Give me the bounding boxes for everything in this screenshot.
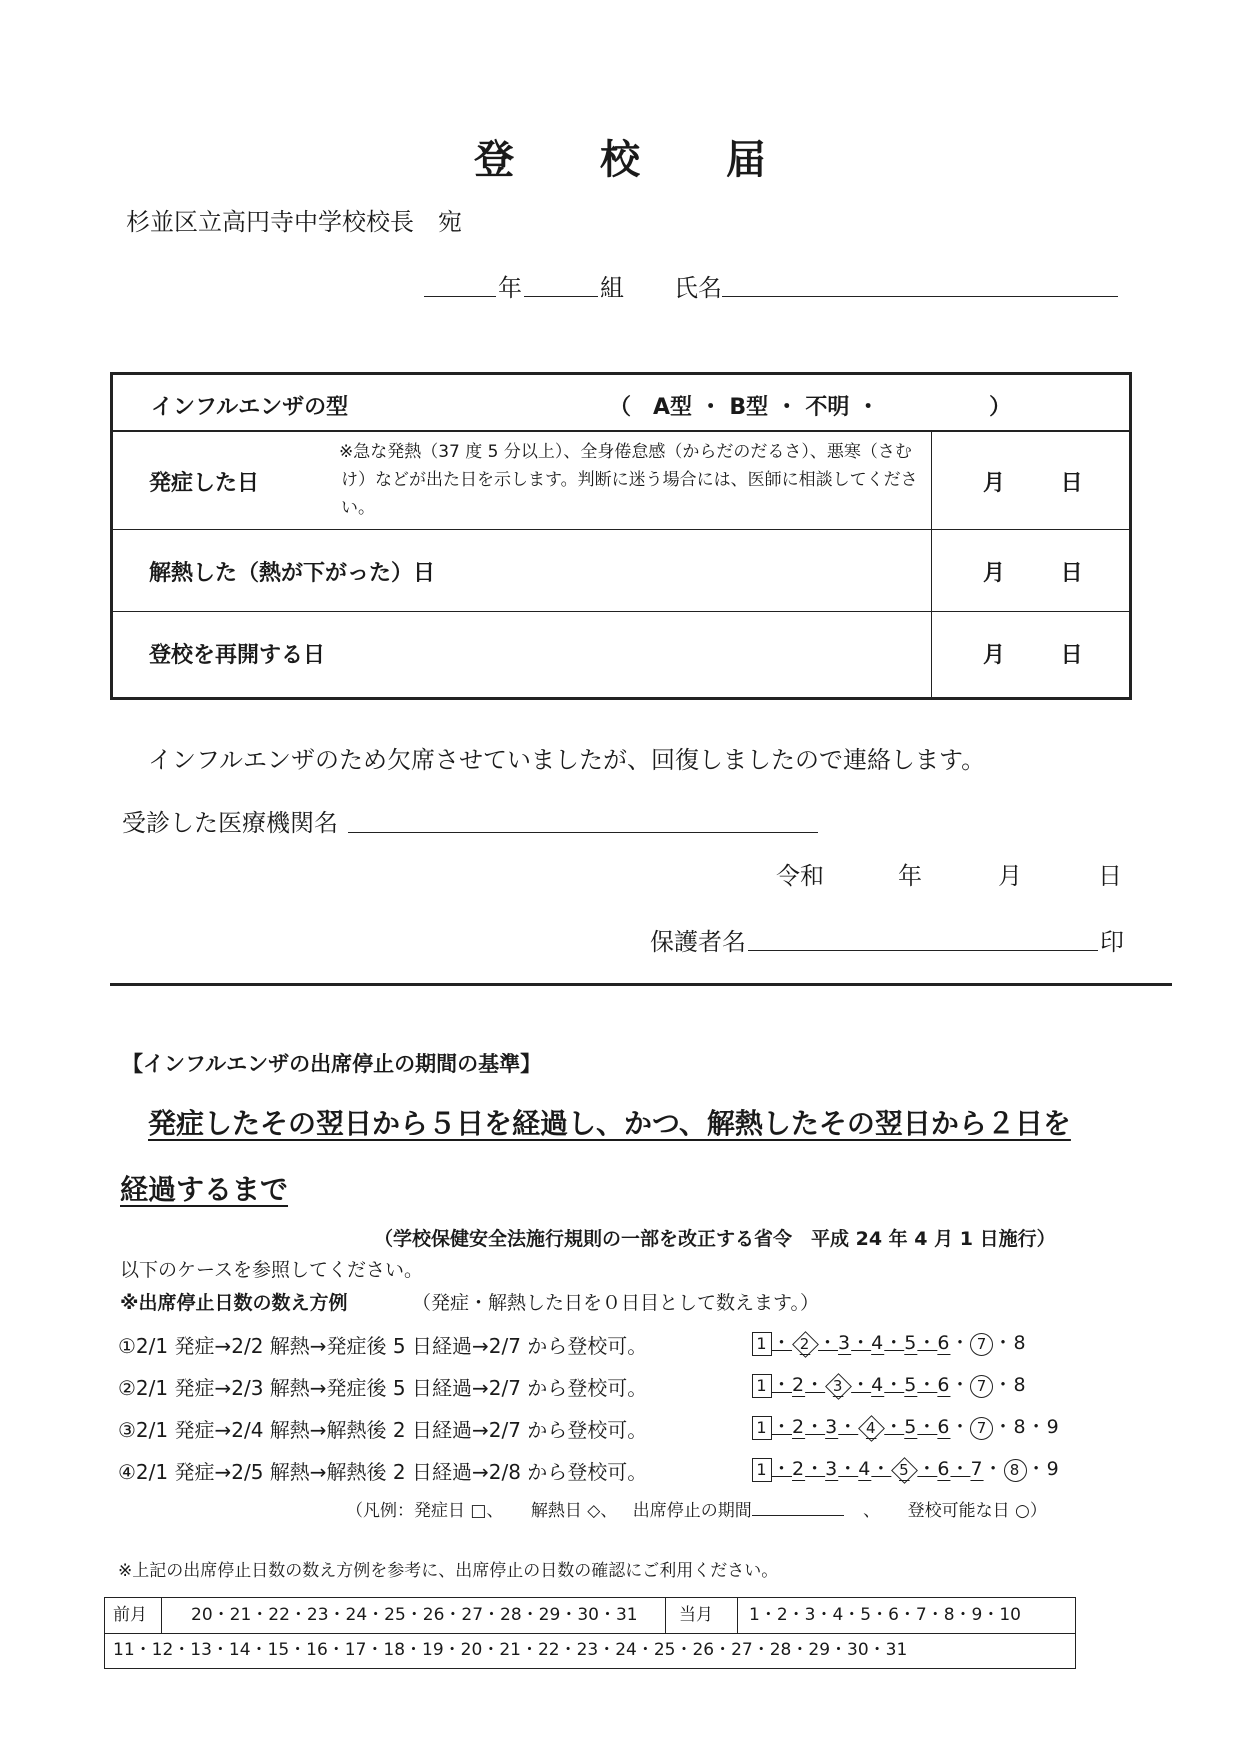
rule-line-1: 発症したその翌日から５日を経過し、かつ、解熱したその翌日から２日を	[148, 1107, 1071, 1140]
seq-dot: ・	[993, 1416, 1014, 1438]
recovery-statement: インフルエンザのため欠席させていましたが、回復しましたので連絡します。	[148, 746, 986, 774]
seq-day: 4	[858, 1458, 872, 1480]
legend-sep: 、	[863, 1501, 881, 1521]
fever-down-day-diamond: 2	[792, 1331, 818, 1357]
seq-dot: ・	[884, 1416, 905, 1438]
date-day-label[interactable]: 日	[1098, 862, 1122, 890]
seq-dot: ・	[772, 1374, 793, 1396]
seq-dot: ・	[917, 1416, 938, 1438]
legend-fever-mark: ◇、	[587, 1501, 618, 1521]
guardian-field[interactable]	[748, 950, 1098, 951]
seq-dot: ・	[1026, 1416, 1047, 1438]
influenza-form-table	[110, 372, 1132, 700]
seq-day: 6	[937, 1374, 951, 1396]
legend-open: （凡例：	[346, 1501, 414, 1521]
seq-day: 3	[825, 1416, 839, 1438]
fever-down-row	[113, 530, 1129, 612]
legend-ok: 登校可能な日	[907, 1501, 1010, 1521]
onset-day-box: 1	[752, 1374, 772, 1398]
table-divider	[931, 432, 932, 697]
seq-day: 8	[1013, 1374, 1027, 1396]
guardian-label: 保護者名	[650, 928, 746, 956]
type-options[interactable]: （ A型 ・ B型 ・ 不明 ・ ）	[609, 395, 1012, 420]
prev-month-days[interactable]: 20・21・22・23・24・25・26・27・28・29・30・31	[191, 1605, 638, 1625]
seq-day: 3	[825, 1458, 839, 1480]
calendar-note: ※上記の出席停止日数の数え方例を参考に、出席停止の日数の確認にご利用ください。	[118, 1561, 779, 1581]
seq-dot: ・	[851, 1374, 872, 1396]
seq-dot: ・	[772, 1416, 793, 1438]
current-month-days-2[interactable]: 11・12・13・14・15・16・17・18・19・20・21・22・23・24・25・26・27・28・29・30・31	[113, 1640, 908, 1660]
seq-day: 4	[871, 1332, 885, 1354]
legend-period-line	[752, 1515, 844, 1516]
page-title: 登 校 届	[474, 137, 802, 183]
seq-day: 5	[904, 1374, 918, 1396]
seq-dot: ・	[851, 1332, 872, 1354]
name-field[interactable]	[722, 296, 1118, 297]
seq-dot: ・	[993, 1332, 1014, 1354]
seq-dot: ・	[993, 1374, 1014, 1396]
refer-text: 以下のケースを参照してください。	[120, 1259, 424, 1281]
return-row	[113, 612, 1129, 700]
legend-ok-mark: ○）	[1014, 1501, 1047, 1521]
seq-dot: ・	[818, 1332, 839, 1354]
legend	[346, 1496, 1047, 1521]
criteria-heading: 【インフルエンザの出席停止の期間の基準】	[122, 1052, 542, 1076]
seq-dot: ・	[805, 1374, 826, 1396]
case-2-sequence	[752, 1370, 1027, 1399]
onset-label: 発症した日	[149, 471, 260, 496]
year-field[interactable]	[424, 296, 496, 297]
seq-day: 6	[937, 1332, 951, 1354]
cal-divider-2	[665, 1598, 666, 1633]
seq-day: 8	[1013, 1416, 1027, 1438]
clinic-field[interactable]	[348, 832, 818, 833]
seq-dot: ・	[838, 1458, 859, 1480]
clinic-label: 受診した医療機関名	[122, 809, 338, 837]
return-day-circle: 7	[970, 1375, 993, 1398]
legend-period: 出席停止の期間	[632, 1501, 752, 1521]
date-year-label[interactable]: 年	[898, 862, 922, 890]
case-1-text: ①2/1 発症→2/2 解熱→発症後 5 日経過→2/7 から登校可。	[118, 1334, 648, 1358]
type-row	[113, 375, 1129, 432]
seq-day: 5	[904, 1332, 918, 1354]
era-label: 令和	[776, 862, 824, 890]
seq-day: 5	[904, 1416, 918, 1438]
seq-dot: ・	[772, 1458, 793, 1480]
name-label: 氏名	[674, 274, 722, 302]
law-note: （学校保健安全法施行規則の一部を改正する省令 平成 24 年 4 月 1 日施行）	[374, 1228, 1056, 1250]
cal-divider-3	[737, 1598, 738, 1633]
seq-dot: ・	[917, 1374, 938, 1396]
seq-day: 2	[792, 1416, 806, 1438]
seq-day: 6	[937, 1416, 951, 1438]
case-4-sequence	[752, 1454, 1060, 1483]
seq-day: 9	[1046, 1458, 1060, 1480]
current-month-days-1[interactable]: 1・2・3・4・5・6・7・8・9・10	[749, 1605, 1021, 1625]
type-label: インフルエンザの型	[151, 395, 349, 420]
fever-down-day-diamond: 5	[891, 1457, 917, 1483]
seq-day: 3	[838, 1332, 852, 1354]
calendar-row-2	[105, 1633, 1075, 1668]
onset-day-box: 1	[752, 1416, 772, 1440]
seq-day: 9	[1046, 1416, 1060, 1438]
seq-day: 8	[1013, 1332, 1027, 1354]
seq-day: 6	[937, 1458, 951, 1480]
onset-day-box: 1	[752, 1332, 772, 1356]
seq-day: 4	[871, 1374, 885, 1396]
return-date-field[interactable]: 月 日	[983, 643, 1083, 668]
return-day-circle: 8	[1004, 1459, 1027, 1482]
seq-day: 7	[970, 1458, 984, 1480]
prev-month-label: 前月	[113, 1605, 147, 1625]
seq-dot: ・	[917, 1458, 938, 1480]
legend-onset: 発症日	[414, 1501, 465, 1521]
fever-down-date-field[interactable]: 月 日	[983, 561, 1083, 586]
return-day-circle: 7	[970, 1333, 993, 1356]
case-3-sequence	[752, 1412, 1060, 1441]
year-label: 年	[498, 274, 522, 302]
case-2-text: ②2/1 発症→2/3 解熱→発症後 5 日経過→2/7 から登校可。	[118, 1376, 648, 1400]
case-4-text: ④2/1 発症→2/5 解熱→解熱後 2 日経過→2/8 から登校可。	[118, 1460, 648, 1484]
fever-down-day-diamond: 4	[858, 1415, 884, 1441]
seq-dot: ・	[950, 1458, 971, 1480]
seq-dot: ・	[805, 1458, 826, 1480]
seq-dot: ・	[917, 1332, 938, 1354]
case-3-text: ③2/1 発症→2/4 解熱→解熱後 2 日経過→2/7 から登校可。	[118, 1418, 648, 1442]
class-label: 組	[600, 274, 624, 302]
seq-day: 2	[792, 1458, 806, 1480]
rule-line-2: 経過するまで	[120, 1173, 289, 1206]
seq-dot: ・	[871, 1458, 892, 1480]
legend-onset-mark: □、	[470, 1501, 504, 1521]
example-heading: ※出席停止日数の数え方例	[120, 1292, 348, 1314]
seal-mark: 印	[1100, 928, 1124, 956]
seq-dot: ・	[950, 1374, 971, 1396]
seq-dot: ・	[838, 1416, 859, 1438]
seq-dot: ・	[983, 1458, 1004, 1480]
day-count-calendar	[104, 1597, 1076, 1669]
return-day-circle: 7	[970, 1417, 993, 1440]
onset-day-box: 1	[752, 1458, 772, 1482]
onset-note: ※急な発熱（37 度 5 分以上）、全身倦怠感（からだのだるさ）、悪寒（さむけ）などが出た日を示します。判断に迷う場合には、医師に相談してください。	[339, 442, 918, 518]
legend-fever: 解熱日	[530, 1501, 582, 1521]
current-month-label: 当月	[679, 1605, 713, 1625]
onset-row	[113, 432, 1129, 530]
seq-dot: ・	[805, 1416, 826, 1438]
seq-dot: ・	[950, 1416, 971, 1438]
seq-dot: ・	[772, 1332, 793, 1354]
cal-divider-1	[161, 1598, 162, 1633]
seq-dot: ・	[950, 1332, 971, 1354]
calendar-row-1	[105, 1598, 1075, 1634]
seq-dot: ・	[884, 1374, 905, 1396]
seq-day: 2	[792, 1374, 806, 1396]
class-field[interactable]	[524, 296, 598, 297]
example-note: （発症・解熱した日を０日目として数えます。）	[412, 1292, 819, 1314]
addressee: 杉並区立高円寺中学校校長 宛	[126, 208, 462, 236]
return-label: 登校を再開する日	[149, 643, 326, 668]
case-1-sequence	[752, 1328, 1027, 1357]
fever-down-label: 解熱した（熱が下がった）日	[149, 561, 436, 586]
onset-date-field[interactable]: 月 日	[983, 471, 1083, 496]
seq-dot: ・	[884, 1332, 905, 1354]
date-month-label[interactable]: 月	[998, 862, 1022, 890]
fever-down-day-diamond: 3	[825, 1373, 851, 1399]
section-divider	[110, 983, 1172, 986]
seq-dot: ・	[1026, 1458, 1047, 1480]
